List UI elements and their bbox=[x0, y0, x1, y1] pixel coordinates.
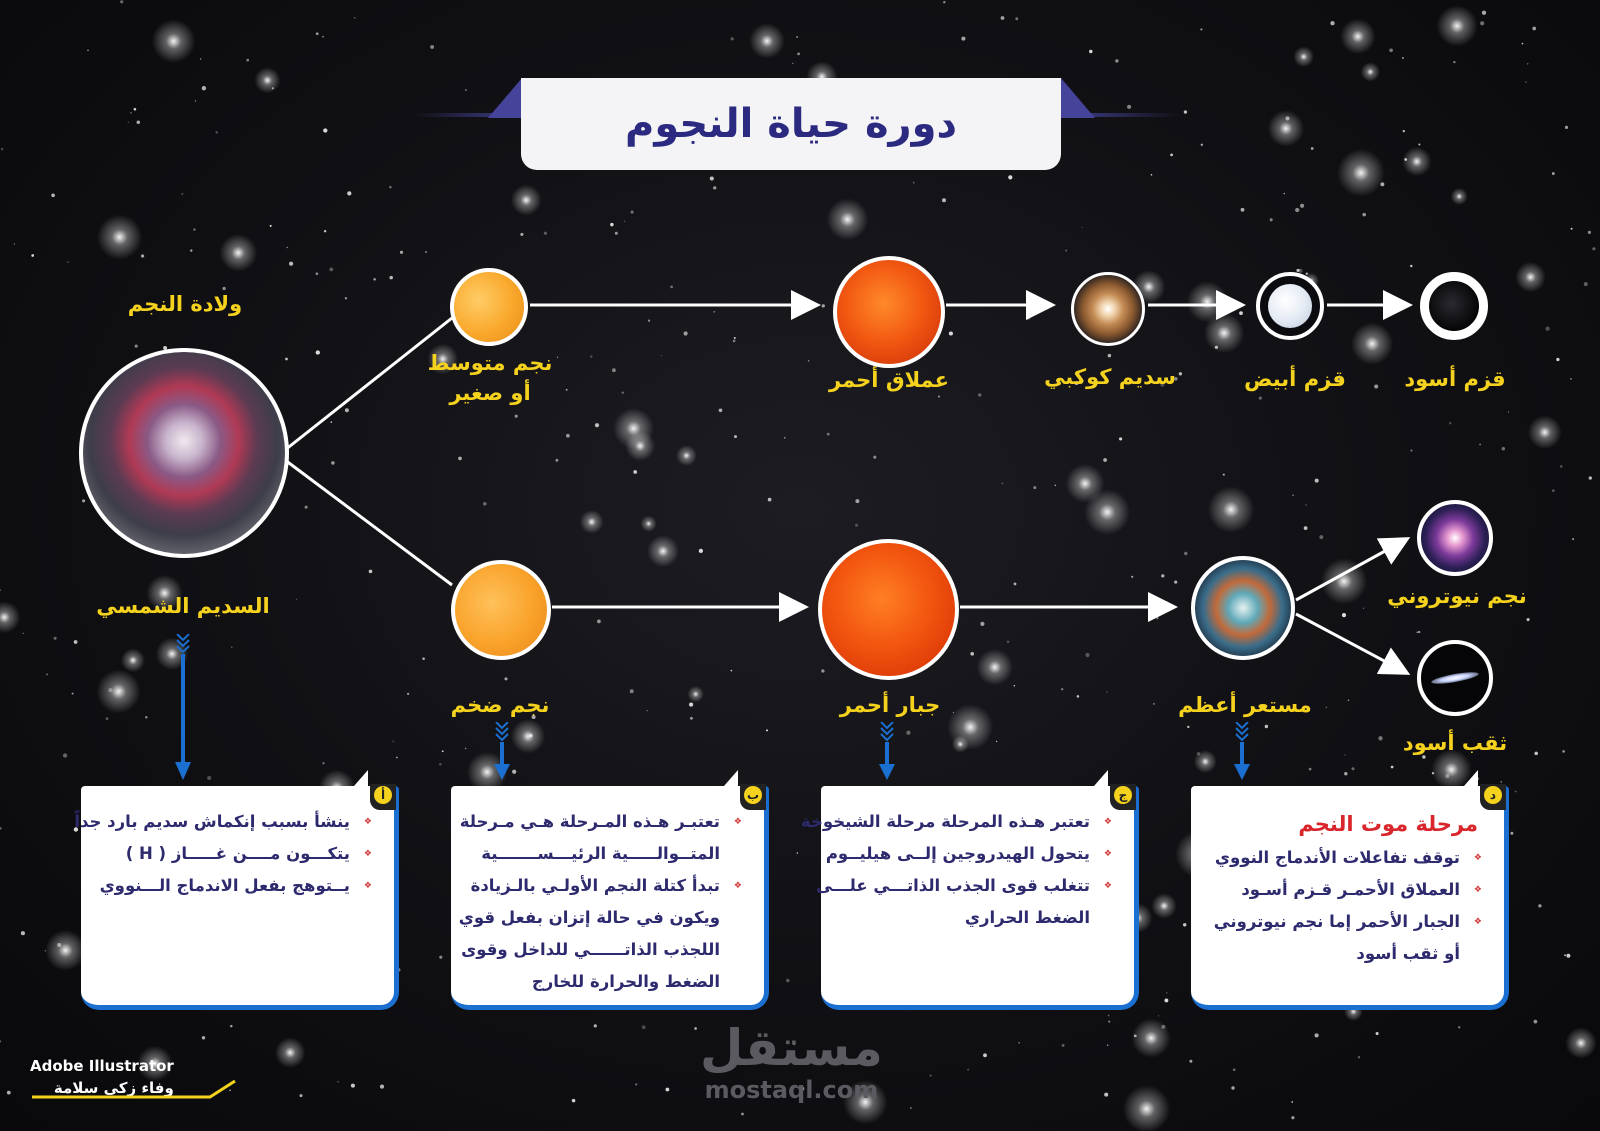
info-box-tab bbox=[354, 770, 368, 786]
down-arrow-a bbox=[173, 634, 193, 782]
info-box-d-text bbox=[1208, 806, 1478, 970]
info-box-line: ❖ العملاق الأحمـر قـزم أسـود bbox=[1208, 874, 1478, 906]
red-supergiant-label: جبار أحمر bbox=[839, 693, 941, 717]
small-star-label: نجم متوسط أو صغير bbox=[427, 351, 553, 405]
info-box-d bbox=[1191, 786, 1509, 1010]
neutron-star-label: نجم نيوتروني bbox=[1387, 584, 1527, 608]
black-dwarf-label: قزم أسود bbox=[1404, 367, 1506, 391]
title-wing-right bbox=[1061, 78, 1095, 118]
site-watermark bbox=[700, 1020, 883, 1104]
credit-underline bbox=[30, 1071, 240, 1101]
info-box-line: اللجذب الذاتــــــي للداخل وقوى bbox=[461, 940, 720, 959]
info-box-b bbox=[451, 786, 769, 1010]
info-box-badge-letter: د bbox=[1484, 786, 1502, 804]
massive-star-image bbox=[451, 560, 551, 660]
small-star-image bbox=[450, 268, 528, 346]
red-giant-image bbox=[833, 256, 945, 368]
supernova-image bbox=[1191, 556, 1295, 660]
info-box-line: ❖ الجبار الأحمر إما نجم نيوتروني bbox=[1208, 906, 1478, 938]
red-giant-label: عملاق أحمر bbox=[829, 368, 949, 392]
info-box-tab bbox=[1094, 770, 1108, 786]
down-arrow-d bbox=[1232, 722, 1252, 782]
black-dwarf-image bbox=[1420, 272, 1488, 340]
info-box-line: ❖ ينشأ بسبب إنكماش سديم بارد جداً bbox=[98, 806, 368, 838]
title-banner bbox=[521, 78, 1061, 170]
down-arrow-b bbox=[492, 722, 512, 782]
branch-line-lower bbox=[285, 460, 452, 585]
supernova-label: مستعر أعظم bbox=[1178, 693, 1312, 717]
info-box-heading: مرحلة موت النجم bbox=[1298, 812, 1478, 836]
info-box-line: ❖ تبدأ كتلة النجم الأولـي بالـزيادة bbox=[468, 870, 738, 902]
site-watermark-arabic: مستقل bbox=[700, 1019, 883, 1077]
title-wing-left bbox=[488, 78, 522, 118]
info-box-badge bbox=[740, 784, 766, 810]
author-credit bbox=[30, 1055, 174, 1099]
black-hole-image bbox=[1417, 640, 1493, 716]
white-dwarf-label: قزم أبيض bbox=[1244, 367, 1346, 391]
planetary-nebula-label: سديم كوكبي bbox=[1044, 365, 1176, 389]
info-box-line: ❖ توقف تفاعلات الأندماج النووي bbox=[1208, 842, 1478, 874]
info-box-tab bbox=[724, 770, 738, 786]
info-box-line: ❖ تعتبـر هـذه المـرحلة هـي مـرحلة bbox=[468, 806, 738, 838]
site-watermark-url: mostaql.com bbox=[704, 1076, 879, 1104]
red-supergiant-image bbox=[818, 539, 959, 680]
info-box-c-text bbox=[800, 806, 1108, 934]
white-dwarf-image bbox=[1256, 272, 1324, 340]
info-box-badge-letter: أ bbox=[374, 786, 392, 804]
info-box-line: أو ثقب أسود bbox=[1356, 944, 1460, 963]
birth-caption: ولادة النجم bbox=[127, 292, 243, 316]
black-hole-label: ثقب أسود bbox=[1402, 731, 1508, 755]
info-box-line: الضغط والحرارة للخارج bbox=[531, 972, 720, 991]
info-box-badge-letter: ج bbox=[1114, 786, 1132, 804]
arrow-supernova-to-black-hole bbox=[1296, 614, 1405, 672]
author-name: وفاء زكي سلامة bbox=[53, 1079, 174, 1097]
software-credit: Adobe Illustrator bbox=[30, 1057, 174, 1075]
info-box-badge bbox=[1110, 784, 1136, 810]
down-arrow-c bbox=[877, 722, 897, 782]
info-box-badge bbox=[370, 784, 396, 810]
info-box-line: المتــوالـــــية الرئيـــســـــــية bbox=[481, 844, 720, 863]
info-box-line: ❖ تعتبر هـذه المرحلة مرحلة الشيخوخة bbox=[838, 806, 1108, 838]
massive-star-label: نجم ضخم bbox=[450, 693, 550, 717]
info-box-badge-letter: ب bbox=[744, 786, 762, 804]
info-box-line: ❖ تتغلب قوى الجذب الذاتـــي علـــى bbox=[838, 870, 1108, 902]
planetary-nebula-image bbox=[1071, 272, 1145, 346]
info-box-line: ❖ يتحول الهيدروجين إلــى هيليــوم bbox=[838, 838, 1108, 870]
info-box-b-text bbox=[458, 806, 738, 998]
info-box-tab bbox=[1464, 770, 1478, 786]
nebula-caption: السديم الشمسي bbox=[96, 594, 270, 618]
info-box-line: الضغط الحراري bbox=[964, 908, 1090, 927]
info-box-a bbox=[74, 786, 399, 1010]
info-box-a-text bbox=[74, 806, 368, 902]
info-box-line: ويكون في حالة إتزان بفعل قوي bbox=[458, 908, 720, 927]
info-box-c bbox=[800, 786, 1139, 1010]
info-box-line: ❖ يــتوهج بفعل الاندماج الـــنووي bbox=[98, 870, 368, 902]
solar-nebula-image bbox=[79, 348, 289, 558]
info-box-badge bbox=[1480, 784, 1506, 810]
neutron-star-image bbox=[1417, 500, 1493, 576]
page-title: دورة حياة النجوم bbox=[625, 101, 957, 147]
info-box-line: ❖ يتكـــون مــــن غـــــاز ( H ) bbox=[98, 838, 368, 870]
